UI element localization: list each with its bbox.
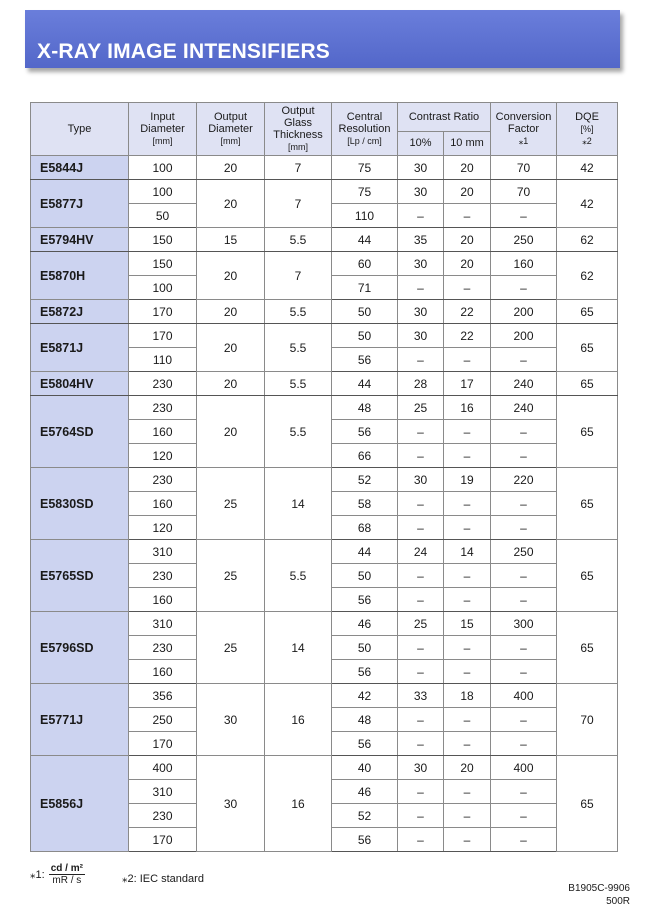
resolution-cell: 56 <box>332 348 398 372</box>
contrast-10mm-cell: – <box>444 780 491 804</box>
glass-thickness-cell: 14 <box>265 468 332 540</box>
dqe-cell: 65 <box>557 372 618 396</box>
conversion-factor-cell: – <box>491 636 557 660</box>
header-contrast-ratio: Contrast Ratio <box>398 103 491 132</box>
dqe-cell: 65 <box>557 396 618 468</box>
contrast-10pct-cell: – <box>398 204 444 228</box>
conversion-factor-cell: – <box>491 420 557 444</box>
input-diameter-cell: 230 <box>129 564 197 588</box>
resolution-cell: 68 <box>332 516 398 540</box>
conversion-factor-cell: 250 <box>491 228 557 252</box>
resolution-cell: 50 <box>332 564 398 588</box>
header-conversion-factor: Conversion Factor ⁎1 <box>491 103 557 156</box>
input-diameter-cell: 160 <box>129 588 197 612</box>
contrast-10mm-cell: – <box>444 276 491 300</box>
input-diameter-cell: 170 <box>129 732 197 756</box>
contrast-10mm-cell: – <box>444 444 491 468</box>
glass-thickness-cell: 5.5 <box>265 300 332 324</box>
contrast-10pct-cell: – <box>398 660 444 684</box>
glass-thickness-cell: 5.5 <box>265 396 332 468</box>
dqe-cell: 70 <box>557 684 618 756</box>
glass-thickness-cell: 5.5 <box>265 540 332 612</box>
dqe-cell: 65 <box>557 300 618 324</box>
contrast-10mm-cell: – <box>444 588 491 612</box>
contrast-10mm-cell: – <box>444 732 491 756</box>
contrast-10mm-cell: – <box>444 564 491 588</box>
output-diameter-cell: 20 <box>197 180 265 228</box>
contrast-10mm-cell: 14 <box>444 540 491 564</box>
contrast-10mm-cell: – <box>444 804 491 828</box>
resolution-cell: 60 <box>332 252 398 276</box>
contrast-10pct-cell: – <box>398 516 444 540</box>
table-row <box>31 300 618 324</box>
conversion-factor-cell: 160 <box>491 252 557 276</box>
conversion-factor-cell: – <box>491 780 557 804</box>
resolution-cell: 48 <box>332 396 398 420</box>
contrast-10pct-cell: 28 <box>398 372 444 396</box>
type-cell: E5871J <box>31 324 129 372</box>
contrast-10mm-cell: 15 <box>444 612 491 636</box>
contrast-10pct-cell: – <box>398 420 444 444</box>
input-diameter-cell: 230 <box>129 804 197 828</box>
resolution-cell: 58 <box>332 492 398 516</box>
output-diameter-cell: 20 <box>197 324 265 372</box>
conversion-factor-cell: – <box>491 348 557 372</box>
input-diameter-cell: 120 <box>129 516 197 540</box>
conversion-factor-cell: – <box>491 588 557 612</box>
table-row <box>31 228 618 252</box>
input-diameter-cell: 110 <box>129 348 197 372</box>
input-diameter-cell: 250 <box>129 708 197 732</box>
contrast-10pct-cell: – <box>398 708 444 732</box>
contrast-10mm-cell: 20 <box>444 252 491 276</box>
conversion-factor-cell: 200 <box>491 324 557 348</box>
resolution-cell: 40 <box>332 756 398 780</box>
resolution-cell: 56 <box>332 732 398 756</box>
conversion-factor-cell: – <box>491 516 557 540</box>
contrast-10pct-cell: 30 <box>398 156 444 180</box>
input-diameter-cell: 170 <box>129 300 197 324</box>
conversion-factor-cell: 70 <box>491 156 557 180</box>
input-diameter-cell: 150 <box>129 228 197 252</box>
input-diameter-cell: 230 <box>129 468 197 492</box>
contrast-10pct-cell: 24 <box>398 540 444 564</box>
conversion-factor-cell: 240 <box>491 372 557 396</box>
input-diameter-cell: 50 <box>129 204 197 228</box>
contrast-10mm-cell: 20 <box>444 756 491 780</box>
contrast-10pct-cell: 33 <box>398 684 444 708</box>
dqe-cell: 65 <box>557 324 618 372</box>
conversion-factor-cell: – <box>491 444 557 468</box>
resolution-cell: 46 <box>332 612 398 636</box>
input-diameter-cell: 160 <box>129 420 197 444</box>
table-row <box>31 372 618 396</box>
input-diameter-cell: 100 <box>129 180 197 204</box>
glass-thickness-cell: 16 <box>265 684 332 756</box>
conversion-factor-cell: – <box>491 804 557 828</box>
output-diameter-cell: 20 <box>197 396 265 468</box>
unit-fraction: $\frac{\text{cd / m²}}{mR / s}$ <box>50 863 83 886</box>
conversion-factor-cell: – <box>491 660 557 684</box>
type-cell: E5856J <box>31 756 129 852</box>
resolution-cell: 44 <box>332 540 398 564</box>
table-row <box>31 252 618 276</box>
conversion-factor-cell: – <box>491 204 557 228</box>
contrast-10pct-cell: – <box>398 636 444 660</box>
type-cell: E5764SD <box>31 396 129 468</box>
spec-table <box>30 102 618 852</box>
footnote-1: ⁎1: $\frac{\text{cd / m²}}{mR / s}$ <box>30 863 83 886</box>
resolution-cell: 71 <box>332 276 398 300</box>
dqe-cell: 62 <box>557 252 618 300</box>
type-cell: E5794HV <box>31 228 129 252</box>
conversion-factor-cell: 220 <box>491 468 557 492</box>
dqe-cell: 65 <box>557 612 618 684</box>
resolution-cell: 50 <box>332 300 398 324</box>
header-resolution: Central Resolution [Lp / cm] <box>332 103 398 156</box>
glass-thickness-cell: 14 <box>265 612 332 684</box>
resolution-cell: 56 <box>332 828 398 852</box>
output-diameter-cell: 20 <box>197 300 265 324</box>
contrast-10mm-cell: 20 <box>444 228 491 252</box>
contrast-10pct-cell: – <box>398 492 444 516</box>
contrast-10pct-cell: – <box>398 588 444 612</box>
input-diameter-cell: 150 <box>129 252 197 276</box>
resolution-cell: 44 <box>332 228 398 252</box>
contrast-10pct-cell: 25 <box>398 612 444 636</box>
conversion-factor-cell: – <box>491 276 557 300</box>
output-diameter-cell: 20 <box>197 372 265 396</box>
contrast-10mm-cell: 18 <box>444 684 491 708</box>
conversion-factor-cell: – <box>491 564 557 588</box>
contrast-10mm-cell: – <box>444 636 491 660</box>
resolution-cell: 75 <box>332 156 398 180</box>
header-contrast-10mm: 10 mm <box>444 131 491 155</box>
output-diameter-cell: 20 <box>197 252 265 300</box>
type-cell: E5830SD <box>31 468 129 540</box>
contrast-10mm-cell: – <box>444 204 491 228</box>
glass-thickness-cell: 5.5 <box>265 372 332 396</box>
conversion-factor-cell: – <box>491 828 557 852</box>
resolution-cell: 75 <box>332 180 398 204</box>
contrast-10mm-cell: 22 <box>444 324 491 348</box>
conversion-factor-cell: – <box>491 732 557 756</box>
glass-thickness-cell: 5.5 <box>265 324 332 372</box>
contrast-10pct-cell: 30 <box>398 180 444 204</box>
contrast-10pct-cell: – <box>398 780 444 804</box>
contrast-10mm-cell: – <box>444 708 491 732</box>
type-cell: E5804HV <box>31 372 129 396</box>
resolution-cell: 66 <box>332 444 398 468</box>
input-diameter-cell: 310 <box>129 612 197 636</box>
input-diameter-cell: 160 <box>129 492 197 516</box>
resolution-cell: 44 <box>332 372 398 396</box>
resolution-cell: 52 <box>332 804 398 828</box>
conversion-factor-cell: 400 <box>491 756 557 780</box>
input-diameter-cell: 100 <box>129 276 197 300</box>
type-cell: E5872J <box>31 300 129 324</box>
dqe-cell: 42 <box>557 180 618 228</box>
contrast-10pct-cell: 30 <box>398 756 444 780</box>
table-row <box>31 468 618 492</box>
input-diameter-cell: 230 <box>129 372 197 396</box>
dqe-cell: 65 <box>557 540 618 612</box>
table-row <box>31 612 618 636</box>
table-row <box>31 324 618 348</box>
input-diameter-cell: 230 <box>129 396 197 420</box>
glass-thickness-cell: 5.5 <box>265 228 332 252</box>
output-diameter-cell: 30 <box>197 684 265 756</box>
type-cell: E5877J <box>31 180 129 228</box>
contrast-10pct-cell: – <box>398 804 444 828</box>
input-diameter-cell: 170 <box>129 828 197 852</box>
output-diameter-cell: 15 <box>197 228 265 252</box>
header-output-diameter: Output Diameter [mm] <box>197 103 265 156</box>
resolution-cell: 42 <box>332 684 398 708</box>
dqe-cell: 65 <box>557 756 618 852</box>
type-cell: E5796SD <box>31 612 129 684</box>
resolution-cell: 56 <box>332 660 398 684</box>
page-title: X-RAY IMAGE INTENSIFIERS <box>37 40 331 63</box>
table-row <box>31 396 618 420</box>
contrast-10pct-cell: – <box>398 564 444 588</box>
glass-thickness-cell: 16 <box>265 756 332 852</box>
resolution-cell: 52 <box>332 468 398 492</box>
output-diameter-cell: 25 <box>197 612 265 684</box>
type-cell: E5765SD <box>31 540 129 612</box>
contrast-10pct-cell: – <box>398 828 444 852</box>
contrast-10mm-cell: 20 <box>444 180 491 204</box>
type-cell: E5844J <box>31 156 129 180</box>
input-diameter-cell: 310 <box>129 780 197 804</box>
resolution-cell: 110 <box>332 204 398 228</box>
output-diameter-cell: 25 <box>197 468 265 540</box>
header-contrast-10pct: 10% <box>398 131 444 155</box>
type-cell: E5870H <box>31 252 129 300</box>
glass-thickness-cell: 7 <box>265 252 332 300</box>
contrast-10mm-cell: – <box>444 660 491 684</box>
contrast-10mm-cell: – <box>444 420 491 444</box>
input-diameter-cell: 160 <box>129 660 197 684</box>
contrast-10mm-cell: 17 <box>444 372 491 396</box>
header-glass-thickness: Output Glass Thickness [mm] <box>265 103 332 156</box>
table-row <box>31 684 618 708</box>
spec-table-body <box>31 156 618 852</box>
contrast-10mm-cell: – <box>444 492 491 516</box>
dqe-cell: 62 <box>557 228 618 252</box>
resolution-cell: 46 <box>332 780 398 804</box>
contrast-10mm-cell: 20 <box>444 156 491 180</box>
table-row <box>31 156 618 180</box>
dqe-cell: 42 <box>557 156 618 180</box>
input-diameter-cell: 400 <box>129 756 197 780</box>
input-diameter-cell: 310 <box>129 540 197 564</box>
input-diameter-cell: 356 <box>129 684 197 708</box>
contrast-10pct-cell: 25 <box>398 396 444 420</box>
conversion-factor-cell: 200 <box>491 300 557 324</box>
conversion-factor-cell: 240 <box>491 396 557 420</box>
conversion-factor-cell: 70 <box>491 180 557 204</box>
dqe-cell: 65 <box>557 468 618 540</box>
contrast-10pct-cell: – <box>398 732 444 756</box>
output-diameter-cell: 30 <box>197 756 265 852</box>
table-row <box>31 540 618 564</box>
header-input-diameter: Input Diameter [mm] <box>129 103 197 156</box>
contrast-10pct-cell: 30 <box>398 252 444 276</box>
contrast-10mm-cell: – <box>444 516 491 540</box>
header-type: Type <box>31 103 129 156</box>
resolution-cell: 48 <box>332 708 398 732</box>
contrast-10pct-cell: 30 <box>398 468 444 492</box>
glass-thickness-cell: 7 <box>265 180 332 228</box>
contrast-10mm-cell: – <box>444 828 491 852</box>
output-diameter-cell: 25 <box>197 540 265 612</box>
contrast-10pct-cell: – <box>398 348 444 372</box>
title-banner <box>25 10 620 68</box>
contrast-10mm-cell: 16 <box>444 396 491 420</box>
contrast-10mm-cell: – <box>444 348 491 372</box>
conversion-factor-cell: 250 <box>491 540 557 564</box>
contrast-10pct-cell: 30 <box>398 300 444 324</box>
contrast-10pct-cell: – <box>398 276 444 300</box>
resolution-cell: 50 <box>332 636 398 660</box>
type-cell: E5771J <box>31 684 129 756</box>
contrast-10pct-cell: 35 <box>398 228 444 252</box>
resolution-cell: 56 <box>332 420 398 444</box>
contrast-10mm-cell: 22 <box>444 300 491 324</box>
resolution-cell: 56 <box>332 588 398 612</box>
table-row <box>31 180 618 204</box>
footnote-2: ⁎2: IEC standard <box>122 873 204 885</box>
contrast-10pct-cell: – <box>398 444 444 468</box>
document-code: B1905C-9906 500R <box>568 883 630 907</box>
contrast-10mm-cell: 19 <box>444 468 491 492</box>
conversion-factor-cell: 400 <box>491 684 557 708</box>
resolution-cell: 50 <box>332 324 398 348</box>
input-diameter-cell: 170 <box>129 324 197 348</box>
input-diameter-cell: 230 <box>129 636 197 660</box>
input-diameter-cell: 120 <box>129 444 197 468</box>
glass-thickness-cell: 7 <box>265 156 332 180</box>
table-row <box>31 756 618 780</box>
conversion-factor-cell: 300 <box>491 612 557 636</box>
contrast-10pct-cell: 30 <box>398 324 444 348</box>
conversion-factor-cell: – <box>491 492 557 516</box>
header-dqe: DQE [%] ⁎2 <box>557 103 618 156</box>
input-diameter-cell: 100 <box>129 156 197 180</box>
output-diameter-cell: 20 <box>197 156 265 180</box>
conversion-factor-cell: – <box>491 708 557 732</box>
